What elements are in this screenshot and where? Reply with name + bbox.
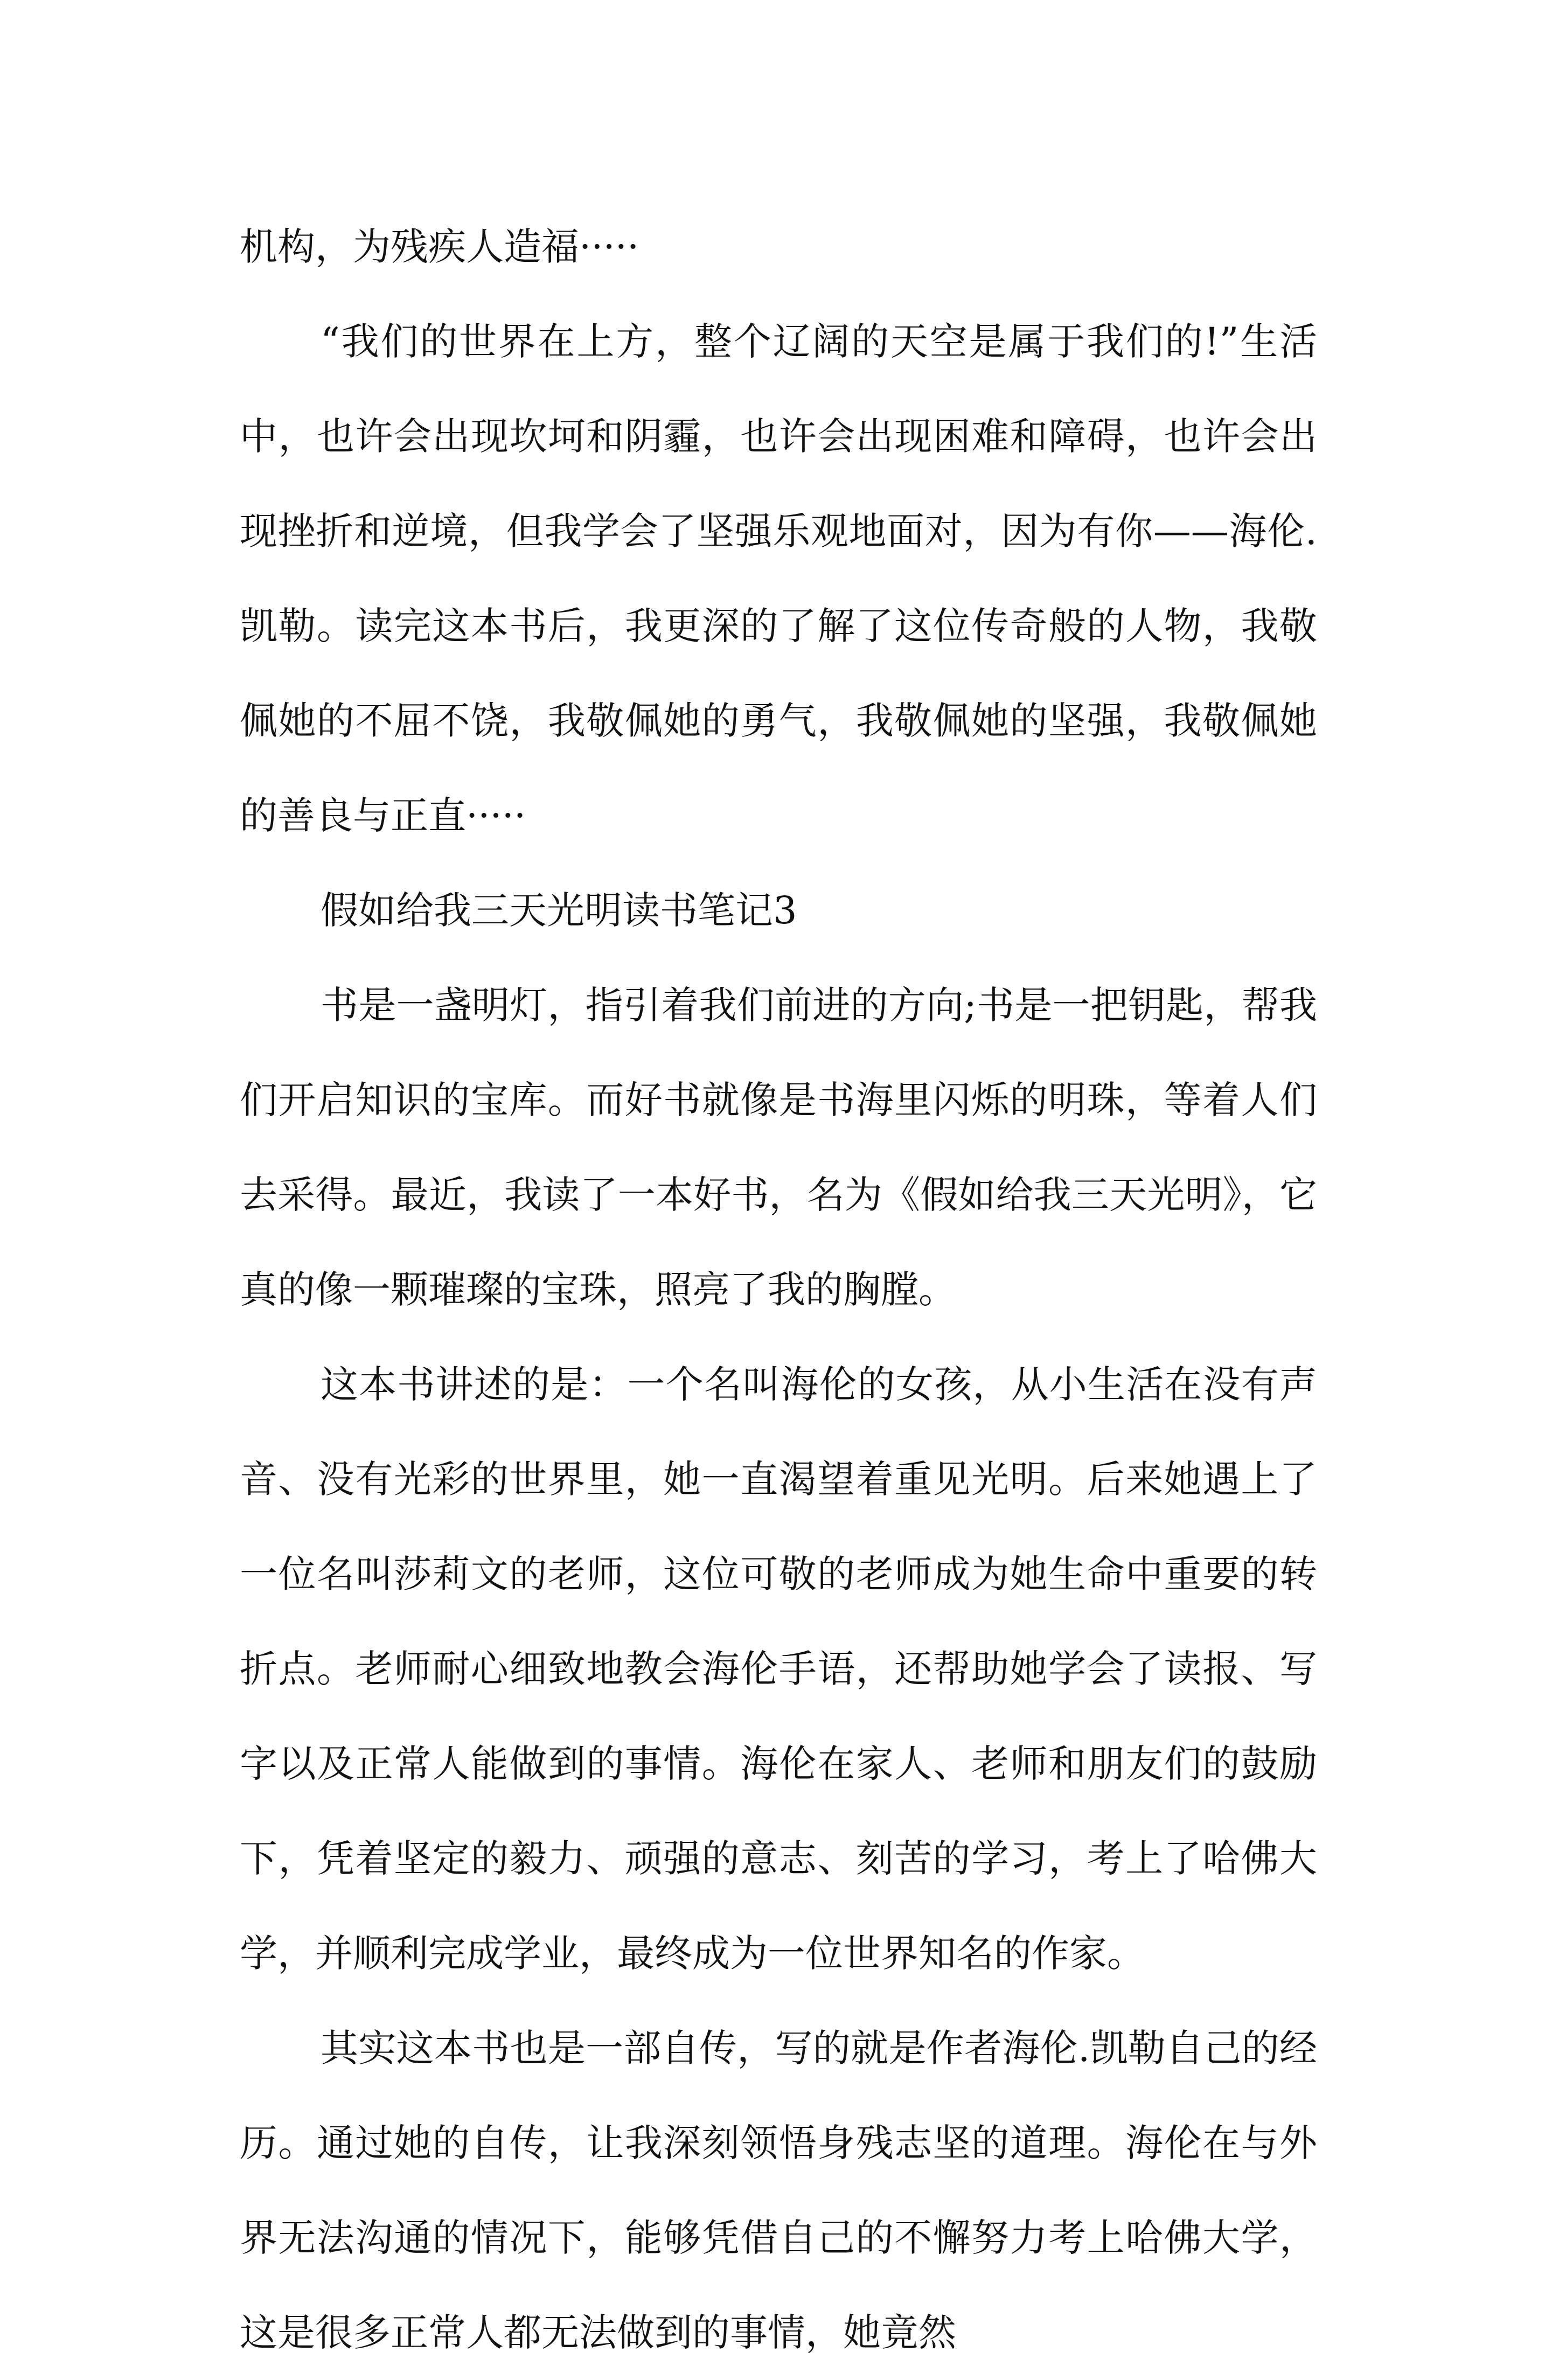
paragraph-intro: 书是一盏明灯，指引着我们前进的方向;书是一把钥匙，帮我们开启知识的宝库。而好书就像是书海里闪烁的明珠，等着人们去采得。最近，我读了一本好书，名为《假如给我三天光明》，它真的像一颗璀璨的宝珠，照亮了我的胸膛。	[240, 983, 1317, 1312]
section-heading: 假如给我三天光明读书笔记3	[321, 888, 797, 932]
paragraph-continuation: 机构，为残疾人造福·····	[240, 225, 639, 269]
paragraph-summary: 这本书讲述的是：一个名叫海伦的女孩，从小生活在没有声音、没有光彩的世界里，她一直渴望着重见光明。后来她遇上了一位名叫莎莉文的老师，这位可敬的老师成为她生命中重要的转折点。老师耐心细致地教会海伦手语，还帮助她学会了读报、写字以及正常人能做到的事情。海伦在家人、老师和朋友们的鼓励下，凭着坚定的毅力、顽强的意志、刻苦的学习，考上了哈佛大学，并顺利完成学业，最终成为一位世界知名的作家。	[240, 1362, 1317, 1975]
paragraph-quote-reflection: “我们的世界在上方，整个辽阔的天空是属于我们的!”生活中，也许会出现坎坷和阴霾，也许会出现困难和障碍，也许会出现挫折和逆境，但我学会了坚强乐观地面对，因为有你——海伦.凯勒。读完这本书后，我更深的了解了这位传奇般的人物，我敬佩她的不屈不饶，我敬佩她的勇气，我敬佩她的坚强，我敬佩她的善良与正直·····	[240, 319, 1317, 838]
paragraph-autobiography: 其实这本书也是一部自传，写的就是作者海伦.凯勒自己的经历。通过她的自传，让我深刻领悟身残志坚的道理。海伦在与外界无法沟通的情况下，能够凭借自己的不懈努力考上哈佛大学，这是很多正常人都无法做到的事情，她竟然	[240, 2026, 1317, 2355]
document-body	[240, 199, 1317, 2380]
